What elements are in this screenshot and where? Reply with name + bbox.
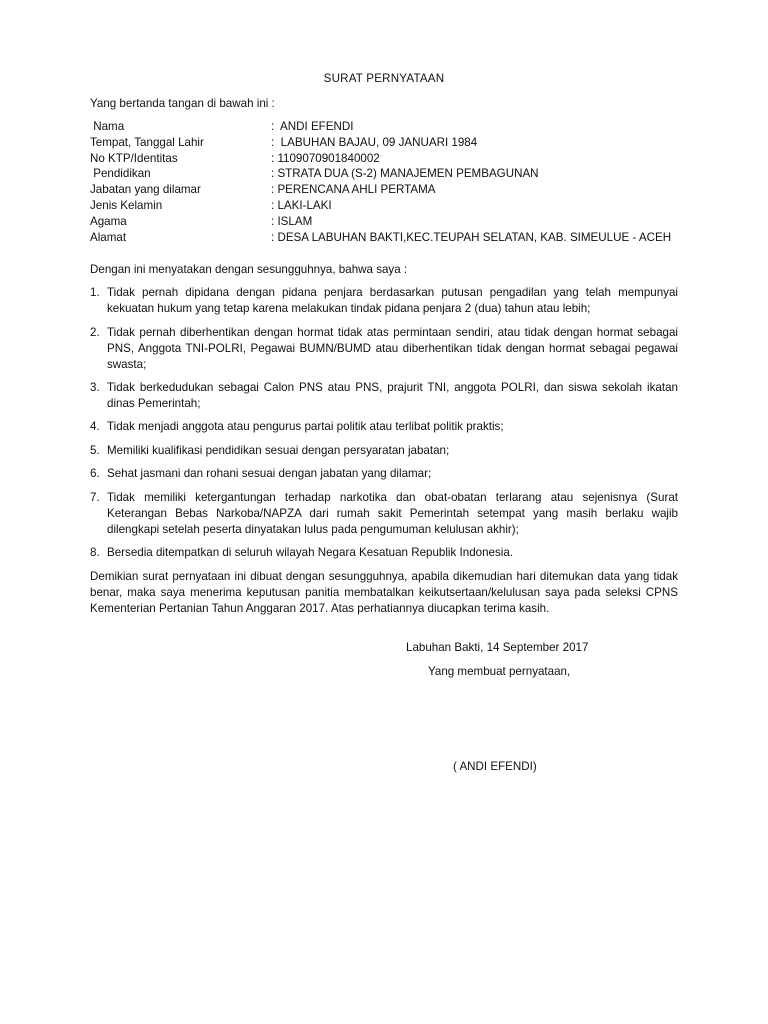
identity-row-birth: [90, 135, 671, 151]
statement-item-2: [90, 325, 678, 372]
identity-label: Jenis Kelamin: [90, 198, 163, 212]
item-number: 7.: [90, 491, 100, 504]
identity-table: [90, 119, 671, 245]
identity-value: : ISLAM: [271, 214, 313, 228]
item-number: 2.: [90, 326, 100, 339]
statement-item-3: [90, 380, 678, 412]
document-title: SURAT PERNYATAAN: [323, 72, 445, 85]
item-text: Tidak pernah dipidana dengan pidana penjara berdasarkan putusan pengadilan yang telah mempunyai kekuatan hukum yang tetap karena melakukan tindak pidana penjara 2 (dua) tahun atau lebih;: [107, 286, 678, 315]
identity-row-gender: [90, 198, 671, 214]
statement-item-7: [90, 490, 678, 537]
identity-row-position: [90, 182, 671, 198]
identity-label: Jabatan yang dilamar: [90, 183, 201, 197]
identity-row-address: [90, 230, 671, 246]
identity-row-education: [90, 166, 671, 182]
item-text: Bersedia ditempatkan di seluruh wilayah Negara Kesatuan Republik Indonesia.: [107, 546, 514, 559]
identity-row-religion: [90, 214, 671, 230]
identity-label: Pendidikan: [90, 167, 151, 181]
identity-value: : LABUHAN BAJAU, 09 JANUARI 1984: [271, 135, 478, 149]
identity-value: : STRATA DUA (S-2) MANAJEMEN PEMBAGUNAN: [271, 167, 539, 181]
intro-text: Yang bertanda tangan di bawah ini :: [90, 97, 275, 110]
statement-item-8: [90, 545, 678, 561]
item-number: 3.: [90, 381, 100, 394]
item-text: Tidak memiliki ketergantungan terhadap narkotika dan obat-obatan terlarang atau sejenisnya (Surat Keterangan Bebas Narkoba/NAPZA dari rumah sakit Pemerintah setempat yang masih berlaku wajib dilengkapi setelah peserta dinyatakan lulus pada pengumuman kelulusan akhir);: [107, 491, 678, 536]
identity-label: Agama: [90, 214, 127, 228]
statement-item-4: [90, 419, 678, 435]
statement-item-1: [90, 285, 678, 317]
signer-name: ( ANDI EFENDI): [453, 760, 537, 773]
item-text: Tidak pernah diberhentikan dengan hormat tidak atas permintaan sendiri, atau tidak dengan hormat sebagai PNS, Anggota TNI-POLRI, Pegawai BUMN/BUMD atau diberhentikan tidak dengan hormat sebagai pegawai swasta;: [107, 326, 678, 371]
statement-item-5: [90, 443, 678, 459]
identity-value: : 1109070901840002: [271, 151, 380, 165]
statement-item-6: [90, 466, 678, 482]
identity-value: : DESA LABUHAN BAKTI,KEC.TEUPAH SELATAN, KAB. SIMEULUE - ACEH: [271, 230, 672, 244]
item-number: 5.: [90, 444, 100, 457]
identity-label: No KTP/Identitas: [90, 151, 178, 165]
item-text: Tidak berkedudukan sebagai Calon PNS atau PNS, prajurit TNI, anggota POLRI, dan siswa sekolah ikatan dinas Pemerintah;: [107, 381, 678, 410]
place-date: Labuhan Bakti, 14 September 2017: [406, 641, 589, 654]
identity-label: Tempat, Tanggal Lahir: [90, 135, 204, 149]
statement-lead: Dengan ini menyatakan dengan sesungguhnya, bahwa saya :: [90, 263, 408, 276]
item-number: 4.: [90, 420, 100, 433]
identity-value: : PERENCANA AHLI PERTAMA: [271, 183, 436, 197]
maker-label: Yang membuat pernyataan,: [428, 665, 571, 678]
identity-row-name: [90, 119, 671, 135]
item-number: 6.: [90, 467, 100, 480]
identity-label: Nama: [90, 120, 125, 133]
item-text: Sehat jasmani dan rohani sesuai dengan jabatan yang dilamar;: [107, 467, 432, 480]
item-text: Tidak menjadi anggota atau pengurus partai politik atau terlibat politik praktis;: [107, 420, 504, 433]
item-number: 1.: [90, 286, 100, 299]
identity-row-ktp: [90, 151, 671, 167]
identity-value: : LAKI-LAKI: [271, 198, 332, 212]
identity-label: Alamat: [90, 230, 127, 244]
identity-value: : ANDI EFENDI: [271, 120, 354, 133]
closing-paragraph: Demikian surat pernyataan ini dibuat dengan sesungguhnya, apabila dikemudian hari ditemukan data yang tidak benar, maka saya menerima keputusan panitia membatalkan keikutsertaan/kelulusan saya pada seleksi CPNS Kementerian Pertanian Tahun Anggaran 2017. Atas perhatiannya diucapkan terima kasih.: [90, 570, 678, 615]
item-number: 8.: [90, 546, 100, 559]
item-text: Memiliki kualifikasi pendidikan sesuai dengan persyaratan jabatan;: [107, 444, 450, 457]
